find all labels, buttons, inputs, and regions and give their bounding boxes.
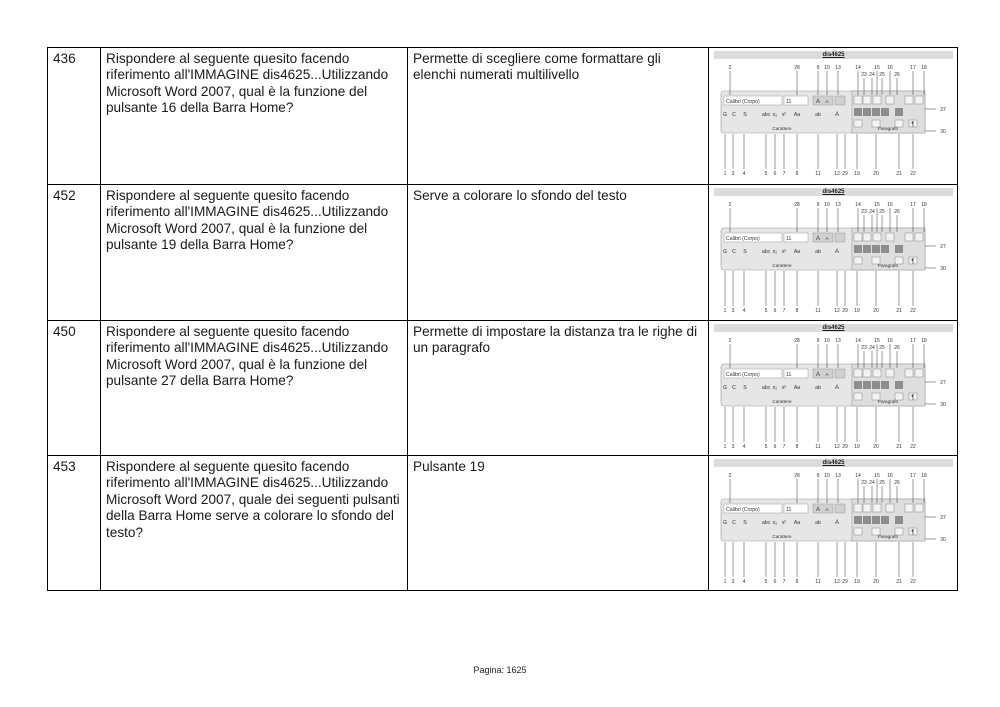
callout-bottom: 20 xyxy=(873,579,879,585)
callout-top: 10 xyxy=(824,65,830,71)
callout-top: 15 xyxy=(874,338,880,344)
font-color-icon: A xyxy=(834,112,840,118)
grow-font-icon: A xyxy=(815,507,821,513)
ribbon-diagram xyxy=(714,59,953,179)
callout-bottom: 11 xyxy=(815,308,821,314)
callout-bottom: 12 xyxy=(834,171,840,177)
group-label-paragrafo: Paragrafo xyxy=(877,534,899,539)
callout-bottom: 7 xyxy=(782,171,786,177)
callout-top: 13 xyxy=(835,338,841,344)
callout-top: 10 xyxy=(824,202,830,208)
callout-bottom: 22 xyxy=(910,171,916,177)
answer-text: Serve a colorare lo sfondo del testo xyxy=(408,185,709,321)
format-button-icon: C xyxy=(732,385,736,391)
callout-side: 27 xyxy=(940,515,946,521)
callout-top: 17 xyxy=(910,338,916,344)
callout-side: 30 xyxy=(940,402,946,408)
callout-top: 17 xyxy=(910,202,916,208)
callout-top: 25 xyxy=(879,480,885,486)
callout-bottom: 12 xyxy=(834,308,840,314)
callout-top: 9 xyxy=(816,338,820,344)
callout-bottom: 5 xyxy=(764,444,768,450)
callout-top: 9 xyxy=(816,473,820,479)
callout-bottom: 1 xyxy=(723,171,727,177)
ribbon-figure xyxy=(714,324,953,452)
callout-bottom: 7 xyxy=(782,308,786,314)
shrink-font-icon: A xyxy=(825,99,829,104)
ribbon-figure xyxy=(714,459,953,587)
format-button-icon: abc xyxy=(761,385,771,391)
callout-bottom: 6 xyxy=(773,579,777,585)
format-button-icon: x² xyxy=(781,385,787,391)
callout-top: 2 xyxy=(728,65,732,71)
question-id: 436 xyxy=(48,48,101,185)
highlight-icon: ab xyxy=(815,520,821,526)
callout-top: 14 xyxy=(855,202,861,208)
font-color-icon: A xyxy=(834,385,840,391)
group-label-paragrafo: Paragrafo xyxy=(877,126,899,131)
figure-cell xyxy=(709,185,958,321)
callout-bottom: 3 xyxy=(731,444,735,450)
font-size-box: 11 xyxy=(786,507,792,513)
callout-top: 25 xyxy=(879,209,885,215)
callout-top: 14 xyxy=(855,65,861,71)
font-size-box: 11 xyxy=(786,372,792,378)
callout-bottom: 1 xyxy=(723,444,727,450)
callout-bottom: 21 xyxy=(896,444,902,450)
callout-top: 10 xyxy=(824,473,830,479)
answer-text: Permette di impostare la distanza tra le righe di un paragrafo xyxy=(408,321,709,456)
callout-top: 26 xyxy=(894,72,900,78)
format-button-icon: x₂ xyxy=(772,249,778,255)
callout-top: 26 xyxy=(894,480,900,486)
grow-font-icon: A xyxy=(815,99,821,105)
format-button-icon: S xyxy=(743,520,747,526)
format-button-icon: S xyxy=(743,385,747,391)
font-name-box: Calibri (Corpo) xyxy=(726,507,760,513)
callout-top: 24 xyxy=(869,345,875,351)
format-button-icon: C xyxy=(732,112,736,118)
callout-top: 17 xyxy=(910,65,916,71)
callout-top: 16 xyxy=(887,338,893,344)
callout-top: 10 xyxy=(824,338,830,344)
callout-top: 2 xyxy=(728,338,732,344)
question-id: 450 xyxy=(48,321,101,456)
callout-top: 14 xyxy=(855,338,861,344)
callout-bottom: 20 xyxy=(873,444,879,450)
callout-top: 28 xyxy=(794,65,800,71)
callout-bottom: 29 xyxy=(842,444,848,450)
highlight-icon: ab xyxy=(815,112,821,118)
format-button-icon: abc xyxy=(761,249,771,255)
callout-bottom: 6 xyxy=(773,308,777,314)
format-button-icon: Aa xyxy=(793,520,801,526)
format-button-icon: x² xyxy=(781,112,787,118)
format-button-icon: x₂ xyxy=(772,112,778,118)
ribbon-diagram xyxy=(714,467,953,587)
callout-bottom: 4 xyxy=(742,171,746,177)
callout-bottom: 21 xyxy=(896,308,902,314)
callout-bottom: 29 xyxy=(842,308,848,314)
callout-bottom: 20 xyxy=(873,308,879,314)
callout-bottom: 8 xyxy=(795,579,799,585)
format-button-icon: C xyxy=(732,520,736,526)
font-name-box: Calibri (Corpo) xyxy=(726,372,760,378)
question-text: Rispondere al seguente quesito facendo riferimento all'IMMAGINE dis4625...Utilizzando Microsoft Word 2007, qual è la funzione del pulsante 27 della Barra Home? xyxy=(101,321,408,456)
format-button-icon: C xyxy=(732,249,736,255)
callout-bottom: 11 xyxy=(815,171,821,177)
format-button-icon: G xyxy=(722,385,728,391)
font-color-icon: A xyxy=(834,249,840,255)
callout-top: 13 xyxy=(835,65,841,71)
font-size-box: 11 xyxy=(786,236,792,242)
ribbon-figure xyxy=(714,188,953,316)
ribbon-diagram xyxy=(714,332,953,452)
callout-top: 15 xyxy=(874,473,880,479)
callout-bottom: 21 xyxy=(896,579,902,585)
callout-bottom: 7 xyxy=(782,444,786,450)
callout-top: 16 xyxy=(887,202,893,208)
callout-bottom: 6 xyxy=(773,171,777,177)
show-marks-icon: ¶ xyxy=(911,530,915,536)
question-text: Rispondere al seguente quesito facendo riferimento all'IMMAGINE dis4625...Utilizzando Microsoft Word 2007, qual è la funzione del pulsante 16 della Barra Home? xyxy=(101,48,408,185)
callout-bottom: 5 xyxy=(764,171,768,177)
callout-bottom: 4 xyxy=(742,444,746,450)
figure-cell xyxy=(709,48,958,185)
table-row xyxy=(48,321,958,456)
callout-bottom: 5 xyxy=(764,308,768,314)
question-id: 453 xyxy=(48,456,101,591)
callout-bottom: 8 xyxy=(795,308,799,314)
table-row xyxy=(48,185,958,321)
callout-top: 17 xyxy=(910,473,916,479)
group-label-carattere: Carattere xyxy=(772,263,792,268)
format-button-icon: x² xyxy=(781,249,787,255)
shrink-font-icon: A xyxy=(825,372,829,377)
figure-title: dis4625 xyxy=(714,324,953,332)
callout-top: 18 xyxy=(921,338,927,344)
group-label-carattere: Carattere xyxy=(772,534,792,539)
callout-top: 18 xyxy=(921,473,927,479)
format-button-icon: abc xyxy=(761,520,771,526)
callout-top: 13 xyxy=(835,473,841,479)
callout-bottom: 19 xyxy=(854,308,860,314)
callout-bottom: 1 xyxy=(723,308,727,314)
table-row xyxy=(48,456,958,591)
callout-top: 18 xyxy=(921,202,927,208)
show-marks-icon: ¶ xyxy=(911,122,915,128)
format-button-icon: Aa xyxy=(793,385,801,391)
callout-side: 27 xyxy=(940,380,946,386)
format-button-icon: G xyxy=(722,249,728,255)
callout-top: 25 xyxy=(879,72,885,78)
callout-top: 25 xyxy=(879,345,885,351)
format-button-icon: Aa xyxy=(793,112,801,118)
callout-top: 15 xyxy=(874,65,880,71)
answer-text: Pulsante 19 xyxy=(408,456,709,591)
callout-side: 27 xyxy=(940,244,946,250)
callout-top: 16 xyxy=(887,473,893,479)
callout-top: 23 xyxy=(861,480,867,486)
callout-side: 30 xyxy=(940,266,946,272)
show-marks-icon: ¶ xyxy=(911,259,915,265)
callout-bottom: 22 xyxy=(910,444,916,450)
format-button-icon: abc xyxy=(761,112,771,118)
callout-top: 14 xyxy=(855,473,861,479)
font-name-box: Calibri (Corpo) xyxy=(726,99,760,105)
figure-cell xyxy=(709,456,958,591)
highlight-icon: ab xyxy=(815,249,821,255)
callout-bottom: 8 xyxy=(795,171,799,177)
callout-bottom: 19 xyxy=(854,444,860,450)
callout-bottom: 5 xyxy=(764,579,768,585)
callout-bottom: 7 xyxy=(782,579,786,585)
callout-top: 28 xyxy=(794,202,800,208)
format-button-icon: S xyxy=(743,249,747,255)
figure-title: dis4625 xyxy=(714,459,953,467)
format-button-icon: x₂ xyxy=(772,385,778,391)
ribbon-figure xyxy=(714,51,953,179)
font-name-box: Calibri (Corpo) xyxy=(726,236,760,242)
callout-bottom: 19 xyxy=(854,171,860,177)
callout-top: 23 xyxy=(861,209,867,215)
format-button-icon: G xyxy=(722,520,728,526)
format-button-icon: x₂ xyxy=(772,520,778,526)
callout-bottom: 19 xyxy=(854,579,860,585)
question-text: Rispondere al seguente quesito facendo riferimento all'IMMAGINE dis4625...Utilizzando Microsoft Word 2007, quale dei seguenti pulsanti della Barra Home serve a colorare lo sfondo del testo? xyxy=(101,456,408,591)
format-button-icon: x² xyxy=(781,520,787,526)
group-label-paragrafo: Paragrafo xyxy=(877,399,899,404)
callout-bottom: 4 xyxy=(742,579,746,585)
format-button-icon: Aa xyxy=(793,249,801,255)
group-label-carattere: Carattere xyxy=(772,399,792,404)
callout-bottom: 4 xyxy=(742,308,746,314)
callout-top: 24 xyxy=(869,72,875,78)
callout-bottom: 3 xyxy=(731,308,735,314)
callout-top: 26 xyxy=(894,345,900,351)
table-row xyxy=(48,48,958,185)
callout-side: 30 xyxy=(940,129,946,135)
question-id: 452 xyxy=(48,185,101,321)
callout-bottom: 22 xyxy=(910,308,916,314)
callout-bottom: 12 xyxy=(834,579,840,585)
group-label-paragrafo: Paragrafo xyxy=(877,263,899,268)
questions-table xyxy=(47,47,958,591)
shrink-font-icon: A xyxy=(825,236,829,241)
callout-top: 9 xyxy=(816,202,820,208)
callout-top: 9 xyxy=(816,65,820,71)
callout-bottom: 29 xyxy=(842,579,848,585)
callout-top: 16 xyxy=(887,65,893,71)
callout-top: 18 xyxy=(921,65,927,71)
callout-top: 2 xyxy=(728,202,732,208)
callout-top: 13 xyxy=(835,202,841,208)
callout-top: 24 xyxy=(869,209,875,215)
page-footer: Pagina: 1625 xyxy=(473,665,527,675)
callout-bottom: 8 xyxy=(795,444,799,450)
callout-top: 23 xyxy=(861,345,867,351)
question-text: Rispondere al seguente quesito facendo riferimento all'IMMAGINE dis4625...Utilizzando Microsoft Word 2007, qual è la funzione del pulsante 19 della Barra Home? xyxy=(101,185,408,321)
group-label-carattere: Carattere xyxy=(772,126,792,131)
callout-top: 28 xyxy=(794,338,800,344)
answer-text: Permette di scegliere come formattare gli elenchi numerati multilivello xyxy=(408,48,709,185)
callout-bottom: 12 xyxy=(834,444,840,450)
callout-bottom: 3 xyxy=(731,579,735,585)
callout-bottom: 3 xyxy=(731,171,735,177)
callout-side: 30 xyxy=(940,537,946,543)
font-size-box: 11 xyxy=(786,99,792,105)
callout-top: 28 xyxy=(794,473,800,479)
callout-top: 2 xyxy=(728,473,732,479)
ribbon-diagram xyxy=(714,196,953,316)
callout-bottom: 29 xyxy=(842,171,848,177)
callout-bottom: 11 xyxy=(815,579,821,585)
format-button-icon: G xyxy=(722,112,728,118)
grow-font-icon: A xyxy=(815,236,821,242)
font-color-icon: A xyxy=(834,520,840,526)
callout-top: 26 xyxy=(894,209,900,215)
callout-bottom: 6 xyxy=(773,444,777,450)
callout-bottom: 21 xyxy=(896,171,902,177)
callout-top: 24 xyxy=(869,480,875,486)
callout-top: 23 xyxy=(861,72,867,78)
figure-title: dis4625 xyxy=(714,188,953,196)
callout-bottom: 11 xyxy=(815,444,821,450)
figure-cell xyxy=(709,321,958,456)
highlight-icon: ab xyxy=(815,385,821,391)
callout-top: 15 xyxy=(874,202,880,208)
grow-font-icon: A xyxy=(815,372,821,378)
callout-bottom: 1 xyxy=(723,579,727,585)
show-marks-icon: ¶ xyxy=(911,395,915,401)
figure-title: dis4625 xyxy=(714,51,953,59)
format-button-icon: S xyxy=(743,112,747,118)
shrink-font-icon: A xyxy=(825,507,829,512)
callout-side: 27 xyxy=(940,107,946,113)
callout-bottom: 22 xyxy=(910,579,916,585)
callout-bottom: 20 xyxy=(873,171,879,177)
